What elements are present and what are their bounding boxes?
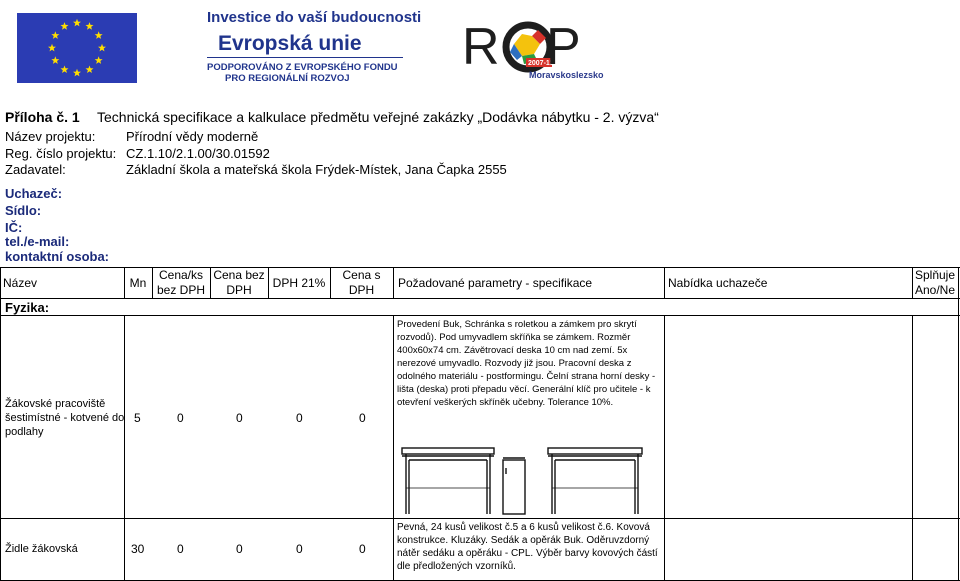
col-header-qty: Mn [129, 276, 147, 290]
eu-divider [207, 57, 403, 58]
row-price-each: 0 [177, 542, 184, 556]
row-name-line3: podlahy [5, 426, 44, 438]
ico-label: IČ: [5, 220, 23, 235]
eu-star-icon [95, 31, 103, 39]
reg-number: CZ.1.10/2.1.00/30.01592 [126, 146, 270, 161]
attachment-title: Technická specifikace a kalkulace předmětu veřejné zakázky „Dodávka nábytku - 2. výzva“ [97, 109, 659, 125]
desk-top-left [402, 448, 494, 454]
spec-line: konstrukce. Kluzáky. Sedák a opěrák Buk. Oděruvzdorný [397, 535, 650, 546]
col-header-meets-1: Splňuje [914, 268, 956, 282]
col-header-meets-2: Ano/Ne [914, 283, 956, 297]
rop-region: Moravskoslezsko [529, 70, 604, 80]
table-border-top [0, 267, 960, 268]
phone-email-label: tel./e-mail: [5, 234, 70, 249]
col-header-name: Název [2, 276, 37, 290]
eu-star-icon [51, 56, 59, 64]
table-border-right [958, 267, 959, 581]
spec-line: otevření veškerých skříněk učebny. Tolerance 10%. [397, 397, 614, 408]
applicant-label: Uchazeč: [5, 186, 63, 201]
col-header-params: Požadované parametry - specifikace [398, 276, 593, 290]
spec-line: 400x60x74 cm. Závětrovací deska 10 cm nad zemí. 5x [397, 345, 628, 356]
eu-star-icon [51, 31, 59, 39]
col-header-price-vat-2: DPH [348, 283, 375, 297]
attachment-label: Příloha č. 1 [5, 109, 80, 125]
eu-star-icon [86, 65, 94, 73]
row-qty: 30 [131, 542, 145, 556]
row-name-line2: šestimístné - kotvené do [5, 412, 125, 424]
section-divider [0, 315, 960, 316]
eu-star-icon [95, 56, 103, 64]
eu-fund-line1: PODPOROVÁNO Z EVROPSKÉHO FONDU [207, 62, 398, 73]
eu-star-icon [86, 22, 94, 30]
spec-line: nátěr sedáku a opěráku - CPL. Výběr barvy kovových částí [397, 548, 658, 559]
col-header-price-each-2: bez DPH [156, 283, 206, 297]
section-physics: Fyzika: [5, 300, 50, 315]
eu-star-icon [73, 69, 81, 77]
eu-slogan: Investice do vaší budoucnosti [207, 9, 422, 26]
eu-fund-line2: PRO REGIONÁLNÍ ROZVOJ [225, 73, 350, 84]
seat-label: Sídlo: [5, 203, 42, 218]
col-header-price-vat-1: Cena s [342, 268, 381, 282]
rop-letter-r: R [462, 18, 500, 76]
row-qty: 5 [134, 411, 141, 425]
row-price-vat: 0 [359, 411, 366, 425]
rop-years: 2007-13 [528, 60, 554, 67]
spec-line: rozvodů). Pod umyvadlem skříňka se zámkem. Rozměr [397, 332, 631, 343]
eu-star-icon [48, 44, 56, 52]
spec-line: lišta (deska) proti přepadu věcí. Generální klíč pro učitele - k [397, 384, 651, 395]
client-label: Zadavatel: [5, 162, 66, 177]
reg-number-label: Reg. číslo projektu: [5, 146, 117, 161]
col-header-price-each-1: Cena/ks [158, 268, 204, 282]
row-price-each: 0 [177, 411, 184, 425]
eu-star-icon [73, 19, 81, 27]
project-name: Přírodní vědy moderně [126, 129, 259, 144]
eu-star-icon [61, 65, 69, 73]
row-vat: 0 [296, 542, 303, 556]
table-border-left [0, 267, 1, 581]
spec-line: nerezové umyvadlo. Rozvody již jsou. Pracovní deska z [397, 358, 632, 369]
row-price-nvat: 0 [236, 542, 243, 556]
eu-star-icon [61, 22, 69, 30]
row-spec [397, 318, 675, 409]
col-header-price-nvat-1: Cena bez [213, 268, 265, 282]
eu-name: Evropská unie [218, 32, 362, 55]
row-name-line1: Žákovské pracoviště [5, 398, 106, 410]
eu-star-icon [98, 44, 106, 52]
col-header-price-nvat-2: DPH [226, 283, 252, 297]
eu-flag-logo [17, 13, 137, 83]
desk-top-right [548, 448, 642, 454]
row-name-line1: Židle žákovská [5, 543, 78, 555]
contact-person-label: kontaktní osoba: [5, 249, 110, 264]
desk-illustration [400, 438, 665, 516]
project-name-label: Název projektu: [5, 129, 96, 144]
header-divider [0, 298, 960, 299]
col-header-offer: Nabídka uchazeče [668, 276, 768, 290]
row-vat: 0 [296, 411, 303, 425]
spec-line: odolného materiálu - postformingu. Čelní strana horní desky - [397, 371, 656, 382]
row-price-nvat: 0 [236, 411, 243, 425]
row-price-vat: 0 [359, 542, 366, 556]
row-divider [0, 518, 960, 519]
spec-line: Provedení Buk, Schránka s roletkou a zámkem pro skrytí [397, 319, 637, 330]
col-header-vat: DPH 21% [272, 276, 326, 290]
rop-letter-p: P [546, 18, 581, 76]
client-name: Základní škola a mateřská škola Frýdek-Místek, Jana Čapka 2555 [126, 162, 507, 177]
spec-line: dle předložených vzorníků. [397, 561, 516, 572]
spec-line: Pevná, 24 kusů velikost č.5 a 6 kusů velikost č.6. Kovová [397, 522, 650, 533]
row-spec [397, 521, 675, 573]
